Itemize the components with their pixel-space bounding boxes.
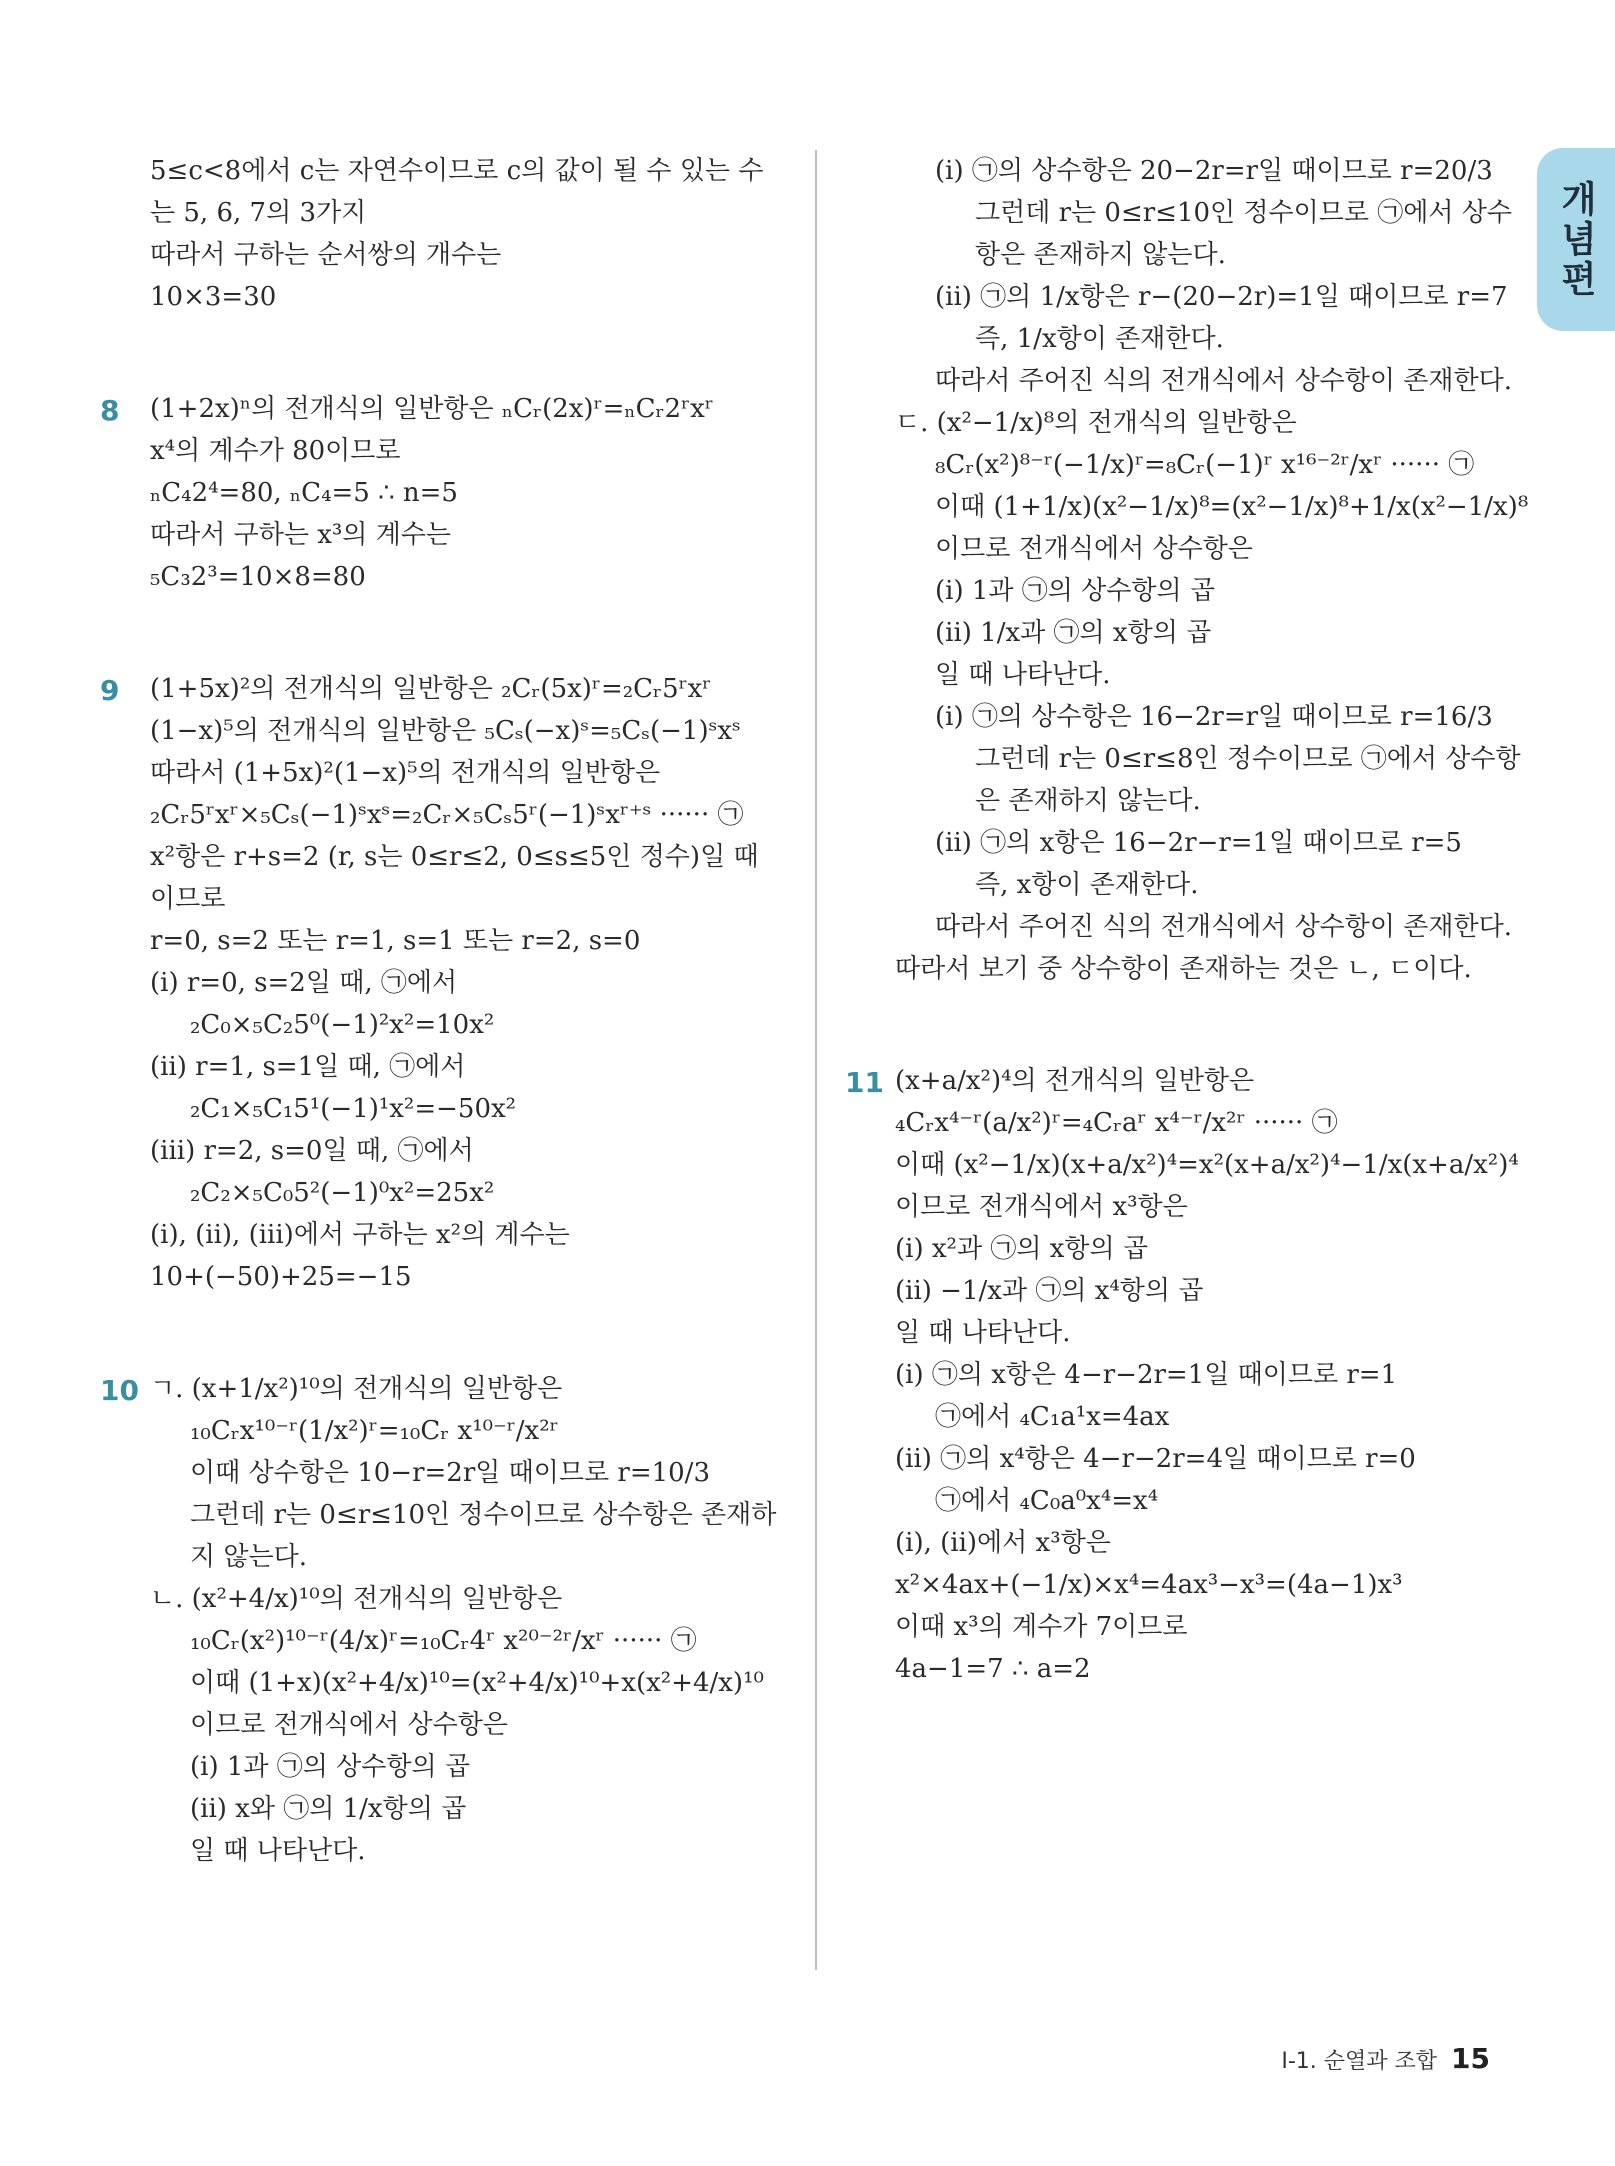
text-line: 는 5, 6, 7의 3가지 bbox=[150, 198, 367, 228]
text-line: (ii) ㉠의 x⁴항은 4−r−2r=4일 때이므로 r=0 bbox=[895, 1444, 1416, 1474]
text-line: 즉, x항이 존재한다. bbox=[975, 870, 1199, 900]
problem-number: 11 bbox=[845, 1066, 884, 1099]
text-line: 일 때 나타난다. bbox=[190, 1836, 366, 1866]
text-line: 일 때 나타난다. bbox=[895, 1318, 1071, 1348]
text-line: 이므로 전개식에서 x³항은 bbox=[895, 1192, 1188, 1222]
text-line: 10+(−50)+25=−15 bbox=[150, 1262, 412, 1292]
text-line: 그런데 r는 0≤r≤10인 정수이므로 ㉠에서 상수 bbox=[975, 198, 1513, 228]
text-line: (i) ㉠의 상수항은 20−2r=r일 때이므로 r=20/3 bbox=[935, 156, 1493, 186]
text-line: 이때 상수항은 10−r=2r일 때이므로 r=10/3 bbox=[190, 1458, 710, 1488]
text-line: 지 않는다. bbox=[190, 1542, 307, 1572]
text-line: (ii) x와 ㉠의 1/x항의 곱 bbox=[190, 1794, 467, 1824]
problem-9 bbox=[100, 668, 790, 1298]
text-line: (ii) ㉠의 1/x항은 r−(20−2r)=1일 때이므로 r=7 bbox=[935, 282, 1508, 312]
text-line: 따라서 (1+5x)²(1−x)⁵의 전개식의 일반항은 bbox=[150, 758, 661, 788]
problem-10 bbox=[100, 1368, 790, 1872]
problem-number: 9 bbox=[100, 674, 120, 707]
section-title: Ⅰ-1. 순열과 조합 bbox=[1281, 2049, 1438, 2074]
text-line: ㄷ. (x²−1/x)⁸의 전개식의 일반항은 bbox=[895, 408, 1297, 438]
text-line: ₙC₄2⁴=80, ₙC₄=5 ∴ n=5 bbox=[150, 478, 458, 508]
text-line: (i), (ii), (iii)에서 구하는 x²의 계수는 bbox=[150, 1220, 570, 1250]
problem-number: 10 bbox=[100, 1374, 139, 1407]
text-line: (iii) r=2, s=0일 때, ㉠에서 bbox=[150, 1136, 474, 1166]
text-line: 따라서 주어진 식의 전개식에서 상수항이 존재한다. bbox=[935, 366, 1513, 396]
text-line: ㉠에서 ₄C₀a⁰x⁴=x⁴ bbox=[935, 1486, 1159, 1516]
text-line: 이므로 전개식에서 상수항은 bbox=[935, 534, 1253, 564]
intro-block bbox=[150, 150, 790, 318]
text-line: ₂C₀×₅C₂5⁰(−1)²x²=10x² bbox=[190, 1010, 495, 1040]
text-line: ₄Cᵣx⁴⁻ʳ(a/x²)ʳ=₄Cᵣaʳ x⁴⁻ʳ/x²ʳ ······ ㉠ bbox=[895, 1108, 1338, 1138]
text-line: 즉, 1/x항이 존재한다. bbox=[975, 324, 1224, 354]
text-line: ㄱ. (x+1/x²)¹⁰의 전개식의 일반항은 bbox=[150, 1374, 563, 1404]
text-line: (ii) −1/x과 ㉠의 x⁴항의 곱 bbox=[895, 1276, 1204, 1306]
text-line: 이때 (x²−1/x)(x+a/x²)⁴=x²(x+a/x²)⁴−1/x(x+a/x²)⁴ bbox=[895, 1150, 1519, 1180]
text-line: 따라서 보기 중 상수항이 존재하는 것은 ㄴ, ㄷ이다. bbox=[895, 954, 1472, 984]
left-column bbox=[100, 150, 790, 1942]
text-line: (x+a/x²)⁴의 전개식의 일반항은 bbox=[895, 1066, 1255, 1096]
text-line: (ii) r=1, s=1일 때, ㉠에서 bbox=[150, 1052, 466, 1082]
text-line: 따라서 구하는 순서쌍의 개수는 bbox=[150, 240, 502, 270]
text-line: (i) 1과 ㉠의 상수항의 곱 bbox=[190, 1752, 471, 1782]
text-line: ₈Cᵣ(x²)⁸⁻ʳ(−1/x)ʳ=₈Cᵣ(−1)ʳ x¹⁶⁻²ʳ/xʳ ······ ㉠ bbox=[935, 450, 1475, 480]
side-tab-label: 개념편 bbox=[1555, 179, 1597, 300]
side-tab bbox=[1537, 148, 1615, 331]
text-line: 은 존재하지 않는다. bbox=[975, 786, 1201, 816]
text-line: 이므로 bbox=[150, 884, 226, 914]
text-line: (i), (ii)에서 x³항은 bbox=[895, 1528, 1111, 1558]
problem-8 bbox=[100, 388, 790, 598]
problem-number: 8 bbox=[100, 394, 120, 427]
text-line: (ii) ㉠의 x항은 16−2r−r=1일 때이므로 r=5 bbox=[935, 828, 1462, 858]
text-line: (i) x²과 ㉠의 x항의 곱 bbox=[895, 1234, 1148, 1264]
text-line: (1+2x)ⁿ의 전개식의 일반항은 ₙCᵣ(2x)ʳ=ₙCᵣ2ʳxʳ bbox=[150, 394, 714, 424]
text-line: (i) ㉠의 x항은 4−r−2r=1일 때이므로 r=1 bbox=[895, 1360, 1398, 1390]
text-line: 따라서 구하는 x³의 계수는 bbox=[150, 520, 452, 550]
text-line: 일 때 나타난다. bbox=[935, 660, 1111, 690]
text-line: 4a−1=7 ∴ a=2 bbox=[895, 1654, 1091, 1684]
text-line: 이때 (1+x)(x²+4/x)¹⁰=(x²+4/x)¹⁰+x(x²+4/x)¹⁰ bbox=[190, 1668, 764, 1698]
text-line: (i) 1과 ㉠의 상수항의 곱 bbox=[935, 576, 1216, 606]
text-line: ㄴ. (x²+4/x)¹⁰의 전개식의 일반항은 bbox=[150, 1584, 563, 1614]
text-line: (1−x)⁵의 전개식의 일반항은 ₅Cₛ(−x)ˢ=₅Cₛ(−1)ˢxˢ bbox=[150, 716, 741, 746]
right-column bbox=[845, 150, 1529, 1760]
text-line: (i) ㉠의 상수항은 16−2r=r일 때이므로 r=16/3 bbox=[935, 702, 1493, 732]
text-line: r=0, s=2 또는 r=1, s=1 또는 r=2, s=0 bbox=[150, 926, 641, 956]
text-line: ₂C₂×₅C₀5²(−1)⁰x²=25x² bbox=[190, 1178, 495, 1208]
text-line: ₂Cᵣ5ʳxʳ×₅Cₛ(−1)ˢxˢ=₂Cᵣ×₅Cₛ5ʳ(−1)ˢxʳ⁺ˢ ······ ㉠ bbox=[150, 800, 744, 830]
text-line: ₅C₃2³=10×8=80 bbox=[150, 562, 366, 592]
text-line: 이때 (1+1/x)(x²−1/x)⁸=(x²−1/x)⁸+1/x(x²−1/x)⁸ bbox=[935, 492, 1529, 522]
text-line: (1+5x)²의 전개식의 일반항은 ₂Cᵣ(5x)ʳ=₂Cᵣ5ʳxʳ bbox=[150, 674, 712, 704]
page-footer bbox=[1281, 2042, 1490, 2075]
text-line: 항은 존재하지 않는다. bbox=[975, 240, 1226, 270]
text-line: 이때 x³의 계수가 7이므로 bbox=[895, 1612, 1188, 1642]
column-divider bbox=[815, 150, 817, 1970]
text-line: x⁴의 계수가 80이므로 bbox=[150, 436, 401, 466]
text-line: ₁₀Cᵣx¹⁰⁻ʳ(1/x²)ʳ=₁₀Cᵣ x¹⁰⁻ʳ/x²ʳ bbox=[190, 1416, 559, 1446]
text-line: 이므로 전개식에서 상수항은 bbox=[190, 1710, 508, 1740]
text-line: ㉠에서 ₄C₁a¹x=4ax bbox=[935, 1402, 1170, 1432]
page-number: 15 bbox=[1451, 2042, 1490, 2075]
text-line: (ii) 1/x과 ㉠의 x항의 곱 bbox=[935, 618, 1212, 648]
text-line: ₁₀Cᵣ(x²)¹⁰⁻ʳ(4/x)ʳ=₁₀Cᵣ4ʳ x²⁰⁻²ʳ/xʳ ······ ㉠ bbox=[190, 1626, 697, 1656]
text-line: 그런데 r는 0≤r≤8인 정수이므로 ㉠에서 상수항 bbox=[975, 744, 1521, 774]
problem-11 bbox=[845, 1060, 1519, 1690]
text-line: 10×3=30 bbox=[150, 282, 277, 312]
text-line: 그런데 r는 0≤r≤10인 정수이므로 상수항은 존재하 bbox=[190, 1500, 777, 1530]
text-line: x²×4ax+(−1/x)×x⁴=4ax³−x³=(4a−1)x³ bbox=[895, 1570, 1403, 1600]
problem-10-continued bbox=[895, 150, 1529, 990]
text-line: x²항은 r+s=2 (r, s는 0≤r≤2, 0≤s≤5인 정수)일 때 bbox=[150, 842, 759, 872]
text-line: 5≤c<8에서 c는 자연수이므로 c의 값이 될 수 있는 수 bbox=[150, 156, 764, 186]
text-line: ₂C₁×₅C₁5¹(−1)¹x²=−50x² bbox=[190, 1094, 517, 1124]
text-line: 따라서 주어진 식의 전개식에서 상수항이 존재한다. bbox=[935, 912, 1513, 942]
text-line: (i) r=0, s=2일 때, ㉠에서 bbox=[150, 968, 458, 998]
